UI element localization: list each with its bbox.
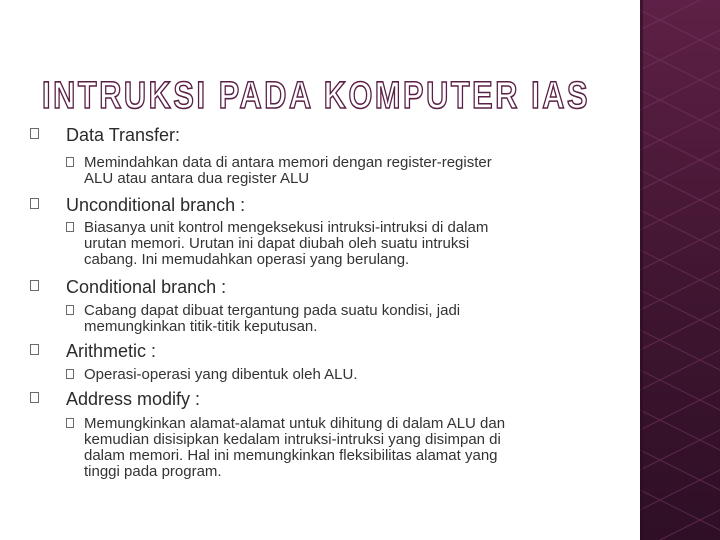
item-heading: Conditional branch :	[66, 277, 227, 297]
bullet-box-icon	[66, 418, 74, 428]
bullet-box-icon	[66, 222, 74, 232]
bullet-box-icon	[66, 305, 74, 315]
bullet-box-icon	[30, 344, 39, 355]
bullet-box-icon	[30, 280, 39, 291]
text-line: cabang. Ini memudahkan operasi yang berulang.	[84, 251, 410, 268]
sub-item-text	[84, 155, 594, 187]
text-line: Memungkinkan alamat-alamat untuk dihitung di dalam ALU dan	[84, 415, 506, 432]
text-line: dalam memori. Hal ini memungkinkan fleksibilitas alamat yang	[84, 447, 498, 464]
text-line: memungkinkan titik-titik keputusan.	[84, 318, 318, 335]
item-heading: Arithmetic :	[66, 341, 157, 361]
bullet-box-icon	[66, 369, 74, 379]
text-line: Biasanya unit kontrol mengeksekusi intruksi-intruksi di dalam	[84, 219, 489, 236]
sub-item-text	[84, 220, 594, 268]
text-line: Cabang dapat dibuat tergantung pada suatu kondisi, jadi	[84, 302, 461, 319]
bullet-box-icon	[30, 392, 39, 403]
item-heading: Unconditional branch :	[66, 195, 246, 215]
sub-item-text	[84, 416, 594, 480]
panel-pattern	[640, 0, 720, 540]
bullet-box-icon	[30, 198, 39, 209]
item-heading: Data Transfer:	[66, 125, 181, 145]
sub-item-text	[84, 303, 594, 335]
item-heading: Address modify :	[66, 389, 201, 409]
text-line: Memindahkan data di antara memori dengan register-register	[84, 154, 492, 171]
text-line: Operasi-operasi yang dibentuk oleh ALU.	[84, 366, 358, 383]
decorative-side-panel	[640, 0, 720, 540]
text-line: tinggi pada program.	[84, 463, 222, 480]
text-line: kemudian disisipkan kedalam intruksi-intruksi yang disimpan di	[84, 431, 501, 448]
slide-title-text: INTRUKSI PADA KOMPUTER IAS	[42, 75, 590, 117]
sub-item-text	[84, 367, 594, 383]
text-line: ALU atau antara dua register ALU	[84, 170, 310, 187]
bullet-box-icon	[30, 128, 39, 139]
text-line: urutan memori. Urutan ini dapat diubah oleh suatu intruksi	[84, 235, 470, 252]
bullet-box-icon	[66, 157, 74, 167]
